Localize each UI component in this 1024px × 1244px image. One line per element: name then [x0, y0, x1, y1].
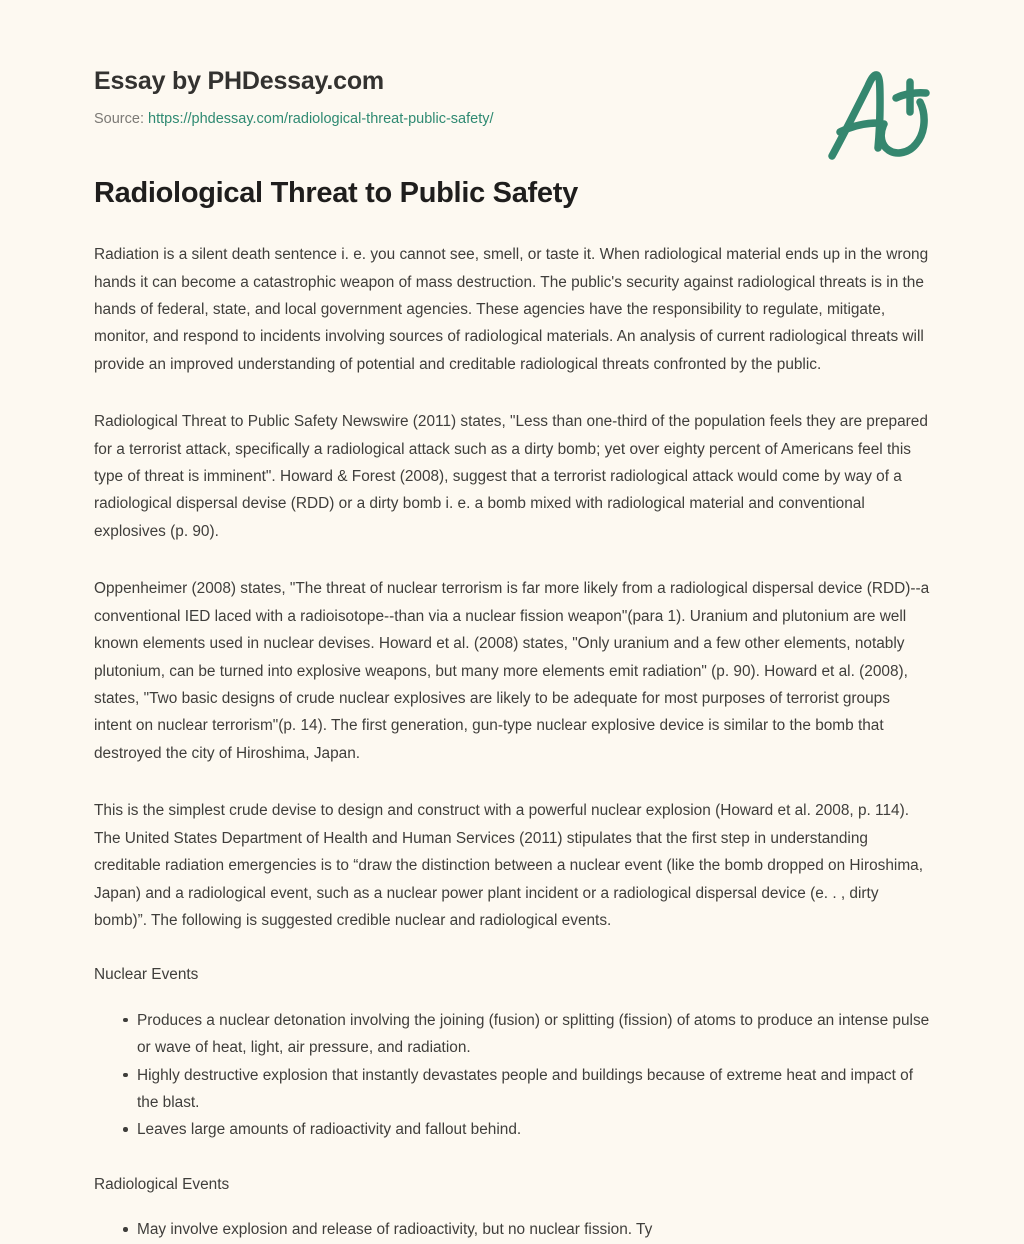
paragraph-2: Radiological Threat to Public Safety Newswire (2011) states, "Less than one-third of the population feels they are prepared for a terrorist attack, specifically a radiological attack such as a dirty bomb; yet over eighty percent of Americans feel this type of threat is imminent". Howard & Forest (2008), suggest that a terrorist radiological attack would come by way of a radiological dispersal devise (RDD) or a dirty bomb i. e. a bomb mixed with radiological material and conventional explosives (p. 90). — [94, 413, 928, 540]
bullet-list-radiological-events — [94, 1198, 930, 1243]
source-url-link[interactable]: https://phdessay.com/radiological-threat-public-safety/ — [148, 111, 494, 127]
list-item: Highly destructive explosion that instantly devastates people and buildings because of extreme heat and impact of the blast. — [94, 1062, 930, 1117]
aplus-logo-icon — [816, 62, 946, 172]
source-label: Source: — [94, 111, 144, 127]
section-heading-nuclear-events: Nuclear Events — [94, 966, 199, 984]
source-line — [94, 110, 930, 129]
list-item: Leaves large amounts of radioactivity and fallout behind. — [94, 1116, 930, 1143]
paragraph-3: Oppenheimer (2008) states, "The threat of nuclear terrorism is far more likely from a radiological dispersal device (RDD)--a conventional IED laced with a radioisotope--than via a nuclear fission weapon"(para 1). Uranium and plutonium are well known elements used in nuclear devises. Howard et al. (2008) states, "Only uranium and a few other elements, notably plutonium, can be turned into explosive weapons, but many more elements emit radiation" (p. 90). Howard et al. (2008), states, "Two basic designs of crude nuclear explosives are likely to be adequate for most purposes of terrorist groups intent on nuclear terrorism"(p. 14). The first generation, gun-type nuclear explosive device is similar to the bomb that destroyed the city of Hiroshima, Japan. — [94, 580, 930, 762]
list-item: Produces a nuclear detonation involving the joining (fusion) or splitting (fission) of atoms to produce an intense pulse or wave of heat, light, air pressure, and radiation. — [94, 1007, 930, 1062]
bullet-list-nuclear-events — [94, 989, 930, 1144]
section-heading-radiological-events: Radiological Events — [94, 1175, 230, 1193]
article-body — [0, 129, 1024, 1244]
brand-title: Essay by PHDessay.com — [94, 67, 384, 95]
page-title: Radiological Threat to Public Safety — [94, 176, 578, 209]
list-item: May involve explosion and release of radioactivity, but no nuclear fission. Ty — [94, 1216, 930, 1243]
paragraph-4: This is the simplest crude devise to design and construct with a powerful nuclear explosion (Howard et al. 2008, p. 114). The United States Department of Health and Human Services (2011) stipulates that the first step in understanding creditable radiation emergencies is to “draw the distinction between a nuclear event (like the bomb dropped on Hiroshima, Japan) and a radiological event, such as a nuclear power plant incident or a radiological dispersal device (e. . , dirty bomb)”. The following is suggested credible nuclear and radiological events. — [94, 802, 923, 929]
page-masthead — [0, 0, 1024, 129]
paragraph-1: Radiation is a silent death sentence i. e. you cannot see, smell, or taste it. When radiological material ends up in the wrong hands it can become a catastrophic weapon of mass destruction. The public's security against radiological threats is in the hands of federal, state, and local government agencies. These agencies have the responsibility to regulate, mitigate, monitor, and respond to incidents involving sources of radiological materials. An analysis of current radiological threats will provide an improved understanding of potential and creditable radiological threats confronted by the public. — [94, 246, 929, 373]
